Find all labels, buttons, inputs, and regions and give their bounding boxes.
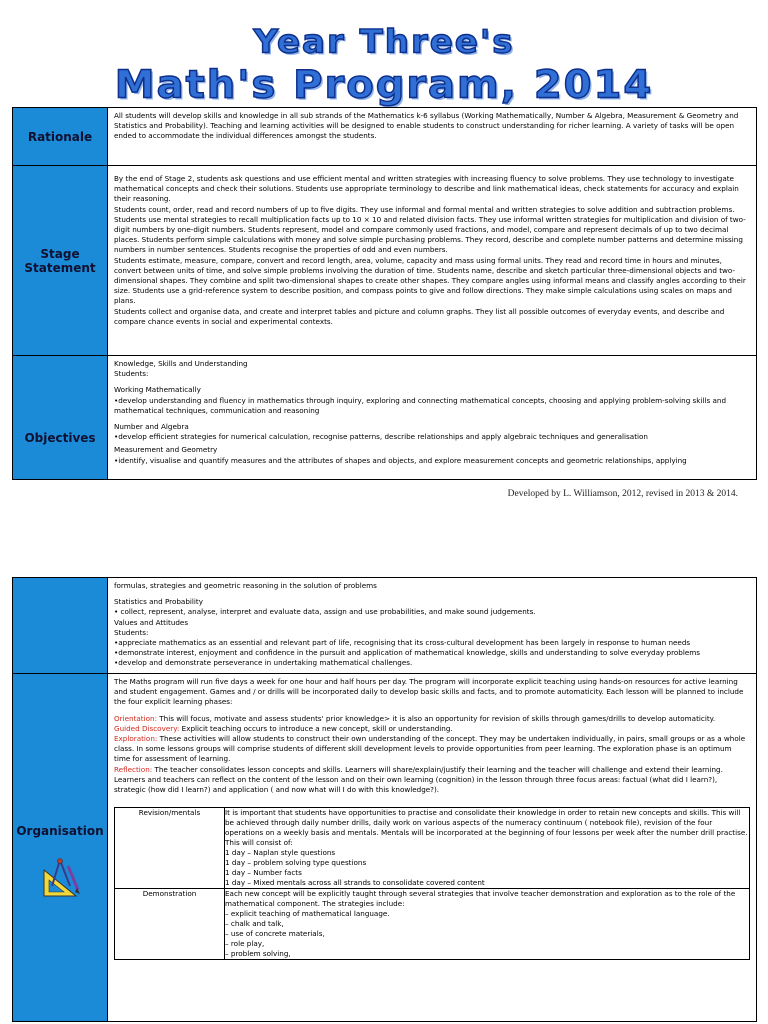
title-line-1: Year Three's [253, 23, 515, 61]
organisation-text: The Maths program will run five days a week for one hour and half hours per day. The program will incorporate explicit teaching using hands-on resources for active learning and student engagement. Games and / or drills will be incorporated daily to develop basic skills and facts, and to promote automaticity. Each lesson will be planned to include the four explicit learning phases: Orientation: This will focus, motivate and assess students' prior knowledge> it is also an opportunity for revision of skills through games/drills to develop automaticity. Guided Discovery: Explicit teaching occurs to introduce a new concept, skill or understanding. Exploration: These activities will allow students to construct their own understanding of the concept. They may be undertaken individually, in pairs, small groups or as a whole class. In some lessons groups will comprise students of different skill development levels to provide opportunities from peer learning. The exploration phase is an optimum time for assessment of learning. Reflection: The teacher consolidates lesson concepts and skills. Learners will share/explain/justify their learning and the teacher will challenge and extend their learning. Learners and teachers can reflect on the content of the lesson and on their own learning (cognition) in the lesson through three focus areas: factual (what did I learn?), strategic (how did I learn?) and application ( and now what will I do with this knowledge?). Revision/mentals It is important that students have opportunities to practise and consolidate their knowledge in order to retain new concepts and skills. This will be achieved through daily number drills, daily work on various aspects of the numeracy continuum ( notebook file), revision of the four operations on a weekly basis and mentals. Mentals will be incorporated at the beginning of four lessons per week after the number drill practise. This will consist of: 1 day – Naplan style questions 1 day – problem solving type questions 1 day – Number facts 1 day – Mixed mentals across all strands to consolidate covered content Demonstration Each new concept will be explicitly taught through several strategies that involve teacher demonstration and exploration as to the role of the mathematical component. The strategies include: – explicit teaching of mathematical language. – chalk and talk, – use of concrete materials, – role play, – problem solving, [108, 674, 757, 1022]
organisation-sub-table [114, 807, 750, 960]
sub-row-content: Each new concept will be explicitly taught through several strategies that involve teacher demonstration and exploration as to the role of the mathematical component. The strategies include: – explicit teaching of mathematical language. – chalk and talk, – use of concrete materials, – role play, – problem solving, [225, 889, 750, 960]
organisation-label: Organisation [13, 674, 108, 1022]
geometry-tools-icon [38, 856, 82, 900]
page-title [0, 22, 768, 108]
phase-orientation-label: Orientation: [114, 713, 157, 723]
objectives-continued-row [13, 578, 757, 674]
rationale-label: Rationale [13, 108, 108, 166]
stage-statement-row [13, 166, 757, 356]
sub-row-revision-mentals [115, 808, 750, 889]
objectives-continued-text: formulas, strategies and geometric reasoning in the solution of problems Statistics and Probability • collect, represent, analyse, interpret and evaluate data, assign and use probabilities, and make sound judgements. Values and Attitudes Students: •appreciate mathematics as an essential and relevant part of life, recognising that its cross-cultural development has been largely in response to human needs •demonstrate interest, enjoyment and confidence in the pursuit and application of mathematical knowledge, skills and understanding to solve everyday problems •develop and demonstrate perseverance in undertaking mathematical challenges. [108, 578, 757, 674]
phase-guided-discovery-label: Guided Discovery: [114, 723, 180, 733]
program-table-page1 [12, 107, 757, 480]
objectives-label: Objectives [13, 356, 108, 480]
phase-exploration-label: Exploration: [114, 734, 158, 744]
objectives-text: Knowledge, Skills and Understanding Students: Working Mathematically •develop understanding and fluency in mathematics through inquiry, exploring and connecting mathematical concepts, choosing and applying problem-solving skills and mathematical techniques, communication and reasoning Number and Algebra •develop efficient strategies for numerical calculation, recognise patterns, describe relationships and apply algebraic techniques and generalisation Measurement and Geometry •identify, visualise and quantify measures and the attributes of shapes and objects, and explore measurement concepts and geometric relationships, applying [108, 356, 757, 480]
phase-reflection-label: Reflection: [114, 764, 153, 774]
sub-row-label: Demonstration [115, 889, 225, 960]
sub-row-label: Revision/mentals [115, 808, 225, 889]
organisation-row [13, 674, 757, 1022]
sub-row-content: It is important that students have opportunities to practise and consolidate their knowledge in order to retain new concepts and skills. This will be achieved through daily number drills, daily work on various aspects of the numeracy continuum ( notebook file), revision of the four operations on a weekly basis and mentals. Mentals will be incorporated at the beginning of four lessons per week after the number drill practise. This will consist of: 1 day – Naplan style questions 1 day – problem solving type questions 1 day – Number facts 1 day – Mixed mentals across all strands to consolidate covered content [225, 808, 748, 888]
stage-statement-label: Stage Statement [13, 166, 108, 356]
objectives-continued-label [13, 578, 108, 674]
title-line-2: Math's Program, 2014 [114, 63, 654, 107]
objectives-row [13, 356, 757, 480]
program-table-page2 [12, 577, 757, 1022]
rationale-row [13, 108, 757, 166]
sub-row-demonstration [115, 889, 750, 960]
footer-credit: Developed by L. Williamson, 2012, revised in 2013 & 2014. [507, 489, 738, 499]
stage-statement-text: By the end of Stage 2, students ask questions and use efficient mental and written strategies with increasing fluency to solve problems. They use technology to investigate mathematical concepts and check their solutions. Students use appropriate terminology to describe and link mathematical ideas, check statements for accuracy and explain their reasoning. Students count, order, read and record numbers of up to five digits. They use informal and formal mental and written strategies to solve addition and subtraction problems. Students use mental strategies to recall multiplication facts up to 10 × 10 and related division facts. They use informal written strategies for multiplication and division of two-digit numbers by one-digit numbers. Students represent, model and compare commonly used fractions, and model, compare and represent decimals of up to two decimal places. Students perform simple calculations with money and solve simple purchasing problems. They record, describe and complete number patterns and determine missing numbers in number sentences. Students recognise the properties of odd and even numbers. Students estimate, measure, compare, convert and record length, area, volume, capacity and mass using formal units. They read and record time in hours and minutes, convert between units of time, and solve simple problems involving the duration of time. Students name, describe and sketch particular three-dimensional objects and two-dimensional shapes. They combine and split two-dimensional shapes to create other shapes. They compare angles using informal means and classify angles according to their size. Students use a grid-reference system to describe position, and compass points to give and follow directions. They make simple calculations using scales on maps and plans. Students collect and organise data, and create and interpret tables and picture and column graphs. They list all possible outcomes of everyday events, and describe and compare chance events in social and experimental contexts. [108, 166, 757, 356]
rationale-text: All students will develop skills and knowledge in all sub strands of the Mathematics k-6 syllabus (Working Mathematically, Number & Algebra, Measurement & Geometry and Statistics and Probability). Teaching and learning activities will be designed to enable students to construct understanding for richer learning. A variety of tasks will be open ended to accommodate the individual differences amongst the students. [108, 108, 757, 166]
